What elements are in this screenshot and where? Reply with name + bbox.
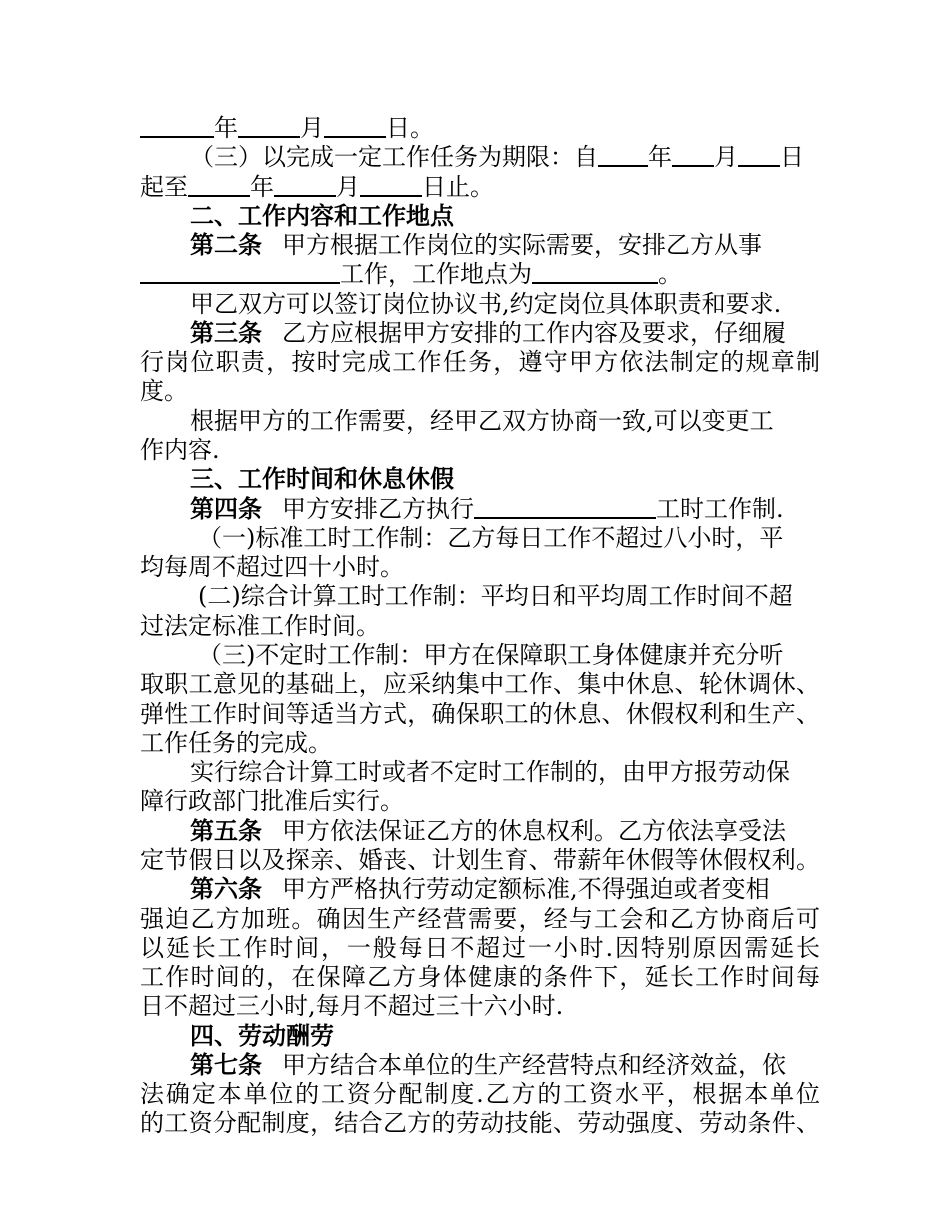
article-number: 第七条 xyxy=(190,1050,262,1079)
paragraph-line: 日不超过三小时,每月不超过三十六小时. xyxy=(140,992,564,1020)
paragraph-line: （一)标准工时工作制：乙方每日工作不超过八小时，平 xyxy=(198,524,784,552)
start-year-blank[interactable] xyxy=(598,141,648,167)
job-blank[interactable] xyxy=(140,258,340,284)
paragraph-line: 强迫乙方加班。确因生产经营需要，经与工会和乙方协商后可 xyxy=(140,905,820,933)
article-6: 第六条 甲方严格执行劳动定额标准,不得强迫或者变相 xyxy=(190,874,770,903)
article-4: 第四条 甲方安排乙方执行 工时工作制. xyxy=(190,494,784,523)
work-system-blank[interactable] xyxy=(474,493,656,519)
article-number: 第六条 xyxy=(190,874,262,903)
article-number: 第五条 xyxy=(190,816,262,845)
term-end-line: 起至 年 月 日止。 xyxy=(140,173,494,201)
paragraph-line: 定节假日以及探亲、婚丧、计划生育、带薪年休假等休假权利。 xyxy=(140,846,820,874)
paragraph-line: 作内容. xyxy=(140,436,220,464)
article-number: 第四条 xyxy=(190,494,262,523)
section-heading: 二、工作内容和工作地点 xyxy=(190,201,454,230)
article-number: 第二条 xyxy=(190,230,262,259)
article-number: 第三条 xyxy=(190,318,262,347)
paragraph-line: 行岗位职责，按时完成工作任务，遵守甲方依法制定的规章制 xyxy=(140,348,820,376)
paragraph-line: 实行综合计算工时或者不定时工作制的，由甲方报劳动保 xyxy=(190,758,790,786)
start-month-blank[interactable] xyxy=(672,141,714,167)
date-line: 年 月 日。 xyxy=(140,112,820,144)
location-blank[interactable] xyxy=(532,258,658,284)
paragraph-line: 根据甲方的工作需要，经甲乙双方协商一致,可以变更工 xyxy=(190,407,774,435)
paragraph-line: 工作任务的完成。 xyxy=(140,729,332,757)
article-3: 第三条 乙方应根据甲方安排的工作内容及要求，仔细履 xyxy=(190,318,786,347)
paragraph-line: 均每周不超过四十小时。 xyxy=(140,553,404,581)
work-place-line: 工作，工作地点为 。 xyxy=(140,258,820,290)
month-blank[interactable] xyxy=(238,112,300,138)
start-day-blank[interactable] xyxy=(738,141,780,167)
paragraph-line: (二)综合计算工时工作制：平均日和平均周工作时间不超 xyxy=(198,582,793,610)
article-2: 第二条 甲方根据工作岗位的实际需要，安排乙方从事 xyxy=(190,230,762,259)
paragraph-line: 甲乙双方可以签订岗位协议书,约定岗位具体职责和要求. xyxy=(190,290,782,318)
paragraph-line: 障行政部门批准后实行。 xyxy=(140,787,404,815)
year-blank[interactable] xyxy=(140,112,214,138)
article-7: 第七条 甲方结合本单位的生产经营特点和经济效益，依 xyxy=(190,1050,786,1079)
paragraph-line: 过法定标准工作时间。 xyxy=(140,612,380,640)
end-month-blank[interactable] xyxy=(274,171,336,197)
day-blank[interactable] xyxy=(324,112,386,138)
paragraph-line: 弹性工作时间等适当方式，确保职工的休息、休假权利和生产、 xyxy=(140,700,820,728)
paragraph-line: （三)不定时工作制：甲方在保障职工身体健康并充分听 xyxy=(198,641,784,669)
end-year-blank[interactable] xyxy=(188,171,250,197)
section-heading: 四、劳动酬劳 xyxy=(190,1021,334,1050)
paragraph-line: 的工资分配制度，结合乙方的劳动技能、劳动强度、劳动条件、 xyxy=(140,1109,820,1137)
paragraph-line: 法确定本单位的工资分配制度.乙方的工资水平，根据本单位 xyxy=(140,1080,820,1108)
paragraph-line: 取职工意见的基础上，应采纳集中工作、集中休息、轮休调休、 xyxy=(140,670,820,698)
paragraph-line: 以延长工作时间，一般每日不超过一小时.因特别原因需延长 xyxy=(140,934,820,962)
term-task-line: （三）以完成一定工作任务为期限：自 年 月 日 xyxy=(190,143,804,171)
paragraph-line: 度。 xyxy=(140,377,188,405)
article-5: 第五条 甲方依法保证乙方的休息权利。乙方依法享受法 xyxy=(190,816,786,845)
section-heading: 三、工作时间和休息休假 xyxy=(190,464,454,493)
end-day-blank[interactable] xyxy=(360,171,422,197)
paragraph-line: 工作时间的，在保障乙方身体健康的条件下，延长工作时间每 xyxy=(140,963,820,991)
